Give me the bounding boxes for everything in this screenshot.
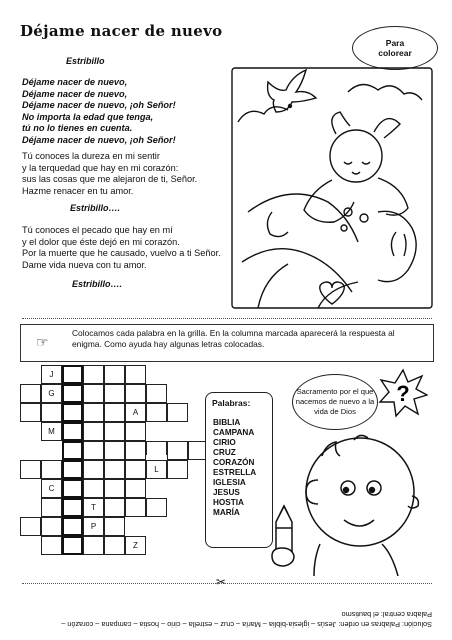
page-title: Déjame nacer de nuevo — [20, 22, 223, 40]
question-burst-icon — [378, 368, 428, 418]
word-item: BIBLIA — [213, 418, 241, 427]
grid-cell[interactable] — [20, 384, 41, 403]
grid-cell[interactable] — [104, 365, 125, 384]
grid-cell[interactable]: G — [41, 384, 62, 403]
instructions-text: Colocamos cada palabra en la grilla. En la columna marcada aparecerá la respuesta al enigma. Como ayuda hay algunas letras colocadas. — [72, 328, 395, 349]
grid-cell-central[interactable] — [62, 384, 83, 403]
grid-cell-central[interactable] — [62, 517, 83, 536]
grid-cell[interactable]: C — [41, 479, 62, 498]
verse-line: y el dolor que éste dejó en mi corazón. — [22, 236, 180, 247]
grid-cell[interactable]: A — [125, 403, 146, 422]
verse-line: Tú conoces el pecado que hay en mí — [22, 225, 173, 235]
grid-cell[interactable]: J — [41, 365, 62, 384]
solution-text — [20, 593, 432, 629]
word-item: CRUZ — [213, 448, 236, 457]
grid-cell[interactable] — [104, 403, 125, 422]
grid-cell[interactable] — [104, 517, 125, 536]
grid-cell[interactable] — [41, 460, 62, 479]
color-bubble-line1: Para — [385, 38, 405, 48]
grid-cell-central[interactable] — [62, 498, 83, 517]
estribillo-heading: Estribillo — [66, 56, 105, 66]
grid-cell[interactable] — [83, 365, 104, 384]
grid-cell[interactable] — [125, 498, 146, 517]
grid-cell[interactable] — [83, 460, 104, 479]
verse-line: y la terquedad que hay en mi corazón: — [22, 162, 179, 173]
grid-cell[interactable] — [41, 498, 62, 517]
grid-cell[interactable] — [167, 441, 188, 460]
boy-with-pencil-illustration — [262, 416, 442, 576]
word-item: JESUS — [213, 488, 240, 497]
dotted-divider — [22, 318, 432, 319]
grid-cell[interactable] — [83, 479, 104, 498]
grid-cell[interactable] — [20, 403, 41, 422]
grid-cell[interactable]: P — [83, 517, 104, 536]
grid-cell[interactable] — [125, 422, 146, 441]
grid-cell[interactable] — [167, 403, 188, 422]
grid-cell[interactable] — [104, 479, 125, 498]
solution-line: Palabra central: el bautismo — [341, 610, 432, 619]
grid-cell[interactable] — [83, 536, 104, 555]
grid-cell[interactable] — [167, 460, 188, 479]
grid-cell-central[interactable] — [62, 479, 83, 498]
grid-cell[interactable]: L — [146, 460, 167, 479]
verse-line: Hazme renacer en tu amor. — [22, 185, 134, 196]
grid-cell[interactable] — [104, 441, 125, 460]
grid-cell[interactable] — [104, 460, 125, 479]
word-item: CORAZÓN — [213, 458, 255, 467]
grid-cell-central[interactable] — [62, 536, 83, 555]
verse-line: sus las cosas que me alejaron de ti, Señor. — [22, 174, 198, 185]
grid-cell[interactable] — [41, 536, 62, 555]
verse-two — [22, 225, 221, 271]
grid-cell[interactable] — [41, 403, 62, 422]
refrain-mark-2: Estribillo…. — [72, 279, 123, 289]
chorus-line: Déjame nacer de nuevo, ¡oh Señor! — [22, 100, 176, 111]
color-bubble-line2: colorear — [378, 48, 412, 58]
word-item: CIRIO — [213, 438, 236, 447]
grid-cell[interactable] — [146, 498, 167, 517]
chorus-block — [22, 77, 176, 147]
grid-cell[interactable] — [20, 517, 41, 536]
word-item: HOSTIA — [213, 498, 244, 507]
grid-cell[interactable] — [125, 384, 146, 403]
grid-cell[interactable]: T — [83, 498, 104, 517]
verse-line: Por la muerte que he causado, vuelvo a ti Señor. — [22, 248, 221, 259]
grid-cell[interactable] — [125, 365, 146, 384]
grid-cell[interactable] — [104, 536, 125, 555]
chorus-line: tú no lo tienes en cuenta. — [22, 123, 133, 134]
grid-cell[interactable] — [83, 422, 104, 441]
jesus-hugging-child-illustration — [228, 62, 440, 314]
grid-cell-central[interactable] — [62, 460, 83, 479]
riddle-mark: ? — [396, 381, 410, 406]
grid-cell[interactable] — [83, 441, 104, 460]
chorus-line: No importa la edad que tenga, — [22, 111, 154, 122]
grid-cell[interactable] — [83, 384, 104, 403]
grid-cell-central[interactable] — [62, 441, 83, 460]
grid-cell[interactable] — [41, 517, 62, 536]
solution-line: Solución: Palabras en orden: Jesús – iglesia-biblia – María – cruz – estrella – cirio – hostia – campana – corazón – — [61, 620, 432, 629]
riddle-bubble: Sacramento por el que nacemos de nuevo a la vida de Dios — [292, 374, 378, 430]
scissors-icon: ✂ — [216, 575, 227, 589]
word-item: IGLESIA — [213, 478, 246, 487]
chorus-line: Déjame nacer de nuevo, — [22, 77, 128, 87]
word-item: ESTRELLA — [213, 468, 257, 477]
verse-line: Dame vida nueva con tu amor. — [22, 259, 147, 270]
grid-cell[interactable]: Z — [125, 536, 146, 555]
grid-cell[interactable] — [146, 384, 167, 403]
grid-cell[interactable] — [83, 403, 104, 422]
grid-cell-central[interactable] — [62, 403, 83, 422]
verse-line: Tú conoces la dureza en mi sentir — [22, 151, 160, 161]
chorus-line: Déjame nacer de nuevo, — [22, 88, 128, 99]
pointing-hand-icon: ☞ — [36, 334, 49, 350]
grid-cell[interactable] — [125, 460, 146, 479]
grid-cell[interactable] — [104, 384, 125, 403]
grid-cell[interactable] — [20, 460, 41, 479]
refrain-mark: Estribillo…. — [70, 203, 121, 213]
grid-cell-central[interactable] — [62, 422, 83, 441]
words-box-title: Palabras: — [212, 398, 251, 408]
verse-one — [22, 151, 197, 197]
cut-line — [22, 583, 432, 584]
grid-cell[interactable]: M — [41, 422, 62, 441]
grid-cell-central[interactable] — [62, 365, 83, 384]
word-item: CAMPANA — [213, 428, 255, 437]
grid-cell[interactable] — [146, 403, 167, 422]
chorus-line: Déjame nacer de nuevo, ¡oh Señor! — [22, 134, 176, 145]
grid-cell[interactable] — [104, 498, 125, 517]
grid-cell[interactable] — [125, 479, 146, 498]
grid-cell[interactable] — [125, 441, 146, 460]
word-item: MARÍA — [213, 508, 240, 517]
grid-cell[interactable] — [104, 422, 125, 441]
